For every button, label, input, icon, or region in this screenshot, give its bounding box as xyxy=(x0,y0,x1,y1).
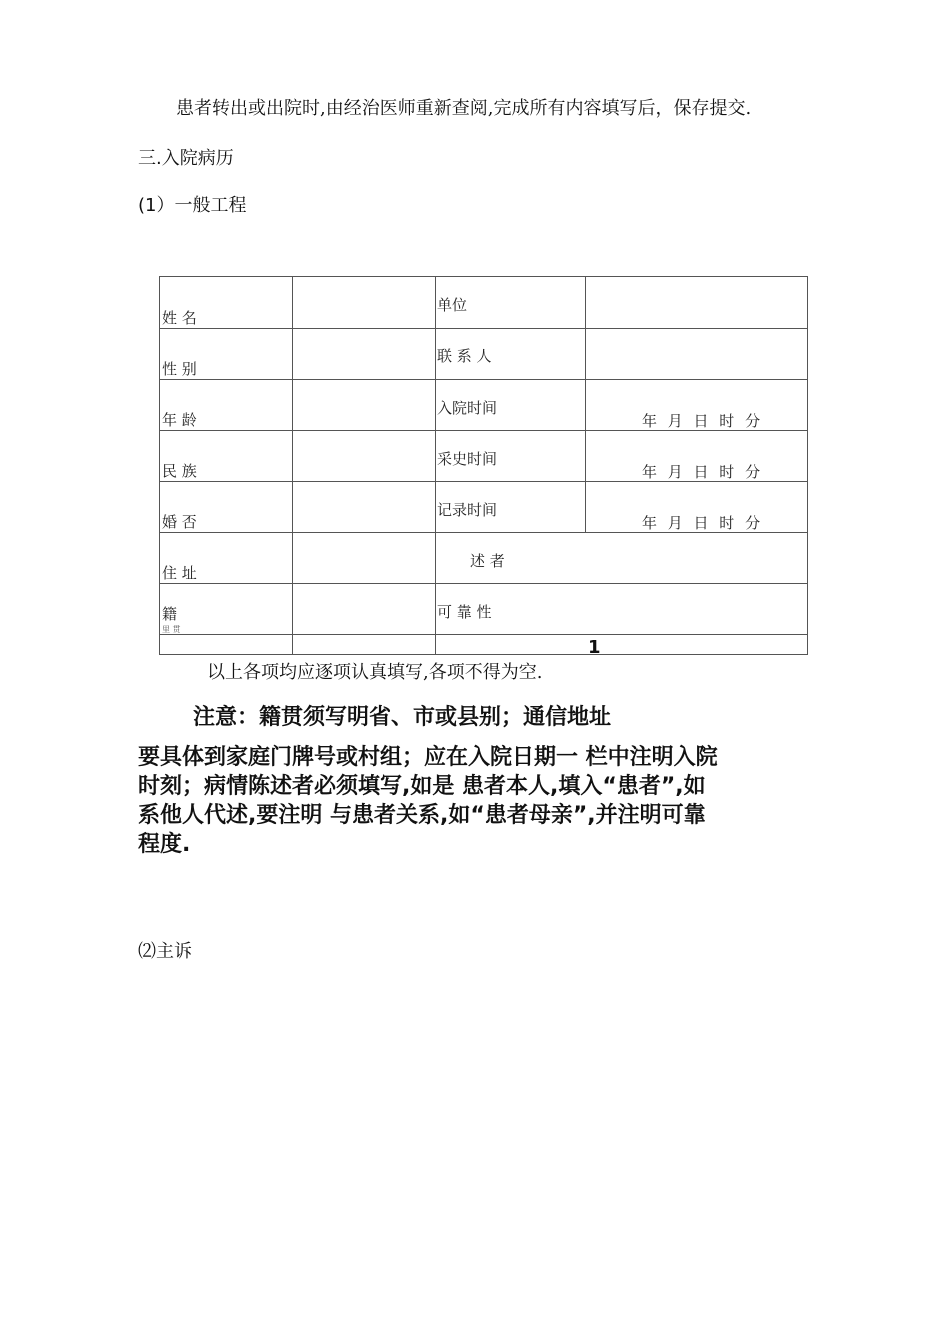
notice-heading: 注意：籍贯须写明省、市或县别；通信地址 xyxy=(193,705,612,730)
record-time-format: 年 月 日 时 分 xyxy=(642,514,764,532)
marital-label: 婚 否 xyxy=(162,513,197,531)
ethnic-label: 民 族 xyxy=(162,462,197,480)
reliability-label: 可 靠 性 xyxy=(437,603,492,621)
origin-label: 籍 xyxy=(162,605,178,623)
history-time-format: 年 月 日 时 分 xyxy=(642,463,764,481)
intro-paragraph: 患者转出或出院时,由经治医师重新查阅,完成所有内容填写后，保存提交. xyxy=(176,98,752,119)
notice-line: 系他人代述,要注明 与患者关系,如“患者母亲”,并注明可靠 xyxy=(138,803,706,828)
notice-line: 时刻；病情陈述者必须填写,如是 患者本人,填入“患者”,如 xyxy=(138,774,706,799)
notice-line: 程度. xyxy=(138,832,191,857)
form-divider xyxy=(292,277,293,654)
section-title-admission-record: 三.入院病历 xyxy=(138,148,234,169)
origin-small-label: 里 贯 xyxy=(162,625,181,634)
gender-label: 性 别 xyxy=(162,360,197,378)
form-row-divider xyxy=(160,634,807,635)
form-row-divider xyxy=(160,328,807,329)
form-row-divider xyxy=(160,379,807,380)
history-time-label: 采史时间 xyxy=(437,450,498,468)
unit-label: 单位 xyxy=(437,296,468,314)
requirement-note: 以上各项均应逐项认真填写,各项不得为空. xyxy=(207,662,543,683)
address-label: 住 址 xyxy=(162,564,197,582)
subsection-title-general: (1）一般工程 xyxy=(138,195,247,216)
name-label: 姓 名 xyxy=(162,309,197,327)
admit-time-format: 年 月 日 时 分 xyxy=(642,412,764,430)
age-label: 年 龄 xyxy=(162,411,197,429)
notice-body xyxy=(138,743,838,859)
form-divider xyxy=(585,277,586,532)
admit-time-label: 入院时间 xyxy=(437,399,498,417)
form-divider xyxy=(435,277,436,654)
record-time-label: 记录时间 xyxy=(437,501,498,519)
contact-label: 联 系 人 xyxy=(437,347,492,365)
form-row-divider xyxy=(160,583,807,584)
page-number: 1 xyxy=(588,637,601,658)
notice-line: 要具体到家庭门牌号或村组；应在入院日期一 栏中注明入院 xyxy=(138,745,718,770)
section-title-chief-complaint: ⑵主诉 xyxy=(138,941,192,962)
narrator-label: 述 者 xyxy=(470,552,505,570)
general-info-form xyxy=(159,276,808,655)
